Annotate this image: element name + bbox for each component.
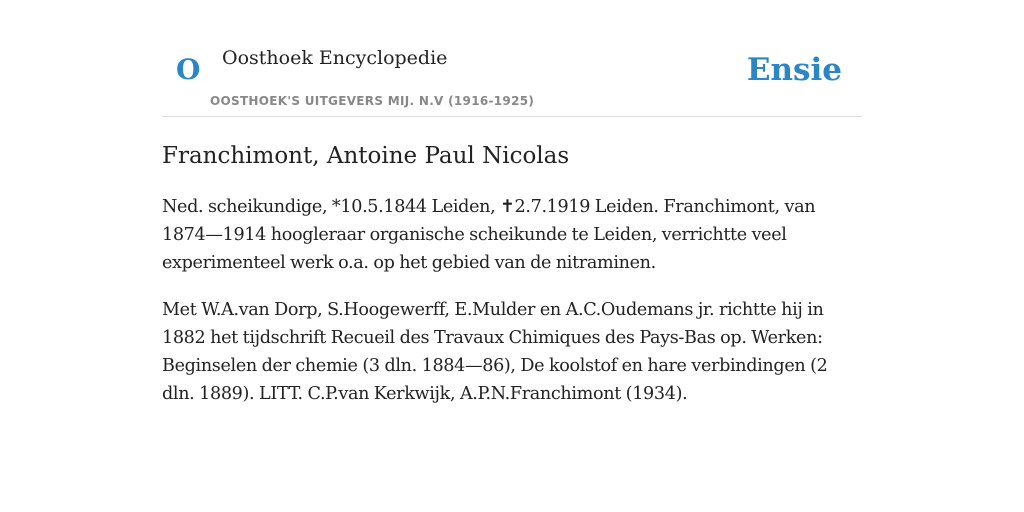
oosthoek-logo[interactable]: O	[176, 53, 201, 86]
site-title[interactable]: Oosthoek Encyclopedie	[222, 47, 448, 69]
entry-paragraph-1: Ned. scheikundige, *10.5.1844 Leiden, ✝2.7.1919 Leiden. Franchimont, van 1874—1914 hoogleraar organische scheikunde te Leiden, verrichtte veel experimenteel werk o.a. op het gebied van de nitraminen.	[162, 197, 816, 273]
entry-title: Franchimont, Antoine Paul Nicolas	[162, 143, 570, 169]
ensie-brand-link[interactable]: Ensie	[746, 52, 842, 88]
entry-paragraph-2: Met W.A.van Dorp, S.Hoogewerff, E.Mulder en A.C.Oudemans jr. richtte hij in 1882 het tijdschrift Recueil des Travaux Chimiques des Pays-Bas op. Werken: Beginselen der chemie (3 dln. 1884—86), De koolstof en hare verbindingen (2 dln. 1889). LITT. C.P.van Kerkwijk, A.P.N.Franchimont (1934).	[162, 300, 828, 404]
site-header	[162, 0, 862, 117]
publisher-subtitle: OOSTHOEK'S UITGEVERS MIJ. N.V (1916-1925)	[210, 94, 535, 108]
entry-content	[162, 141, 862, 408]
page	[162, 0, 862, 408]
